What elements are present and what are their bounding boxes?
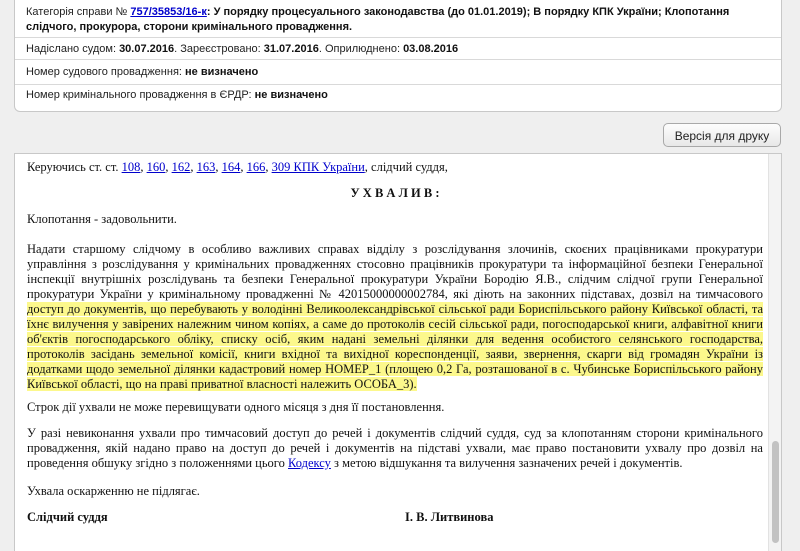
scrollbar-thumb[interactable]	[772, 441, 779, 543]
guided-by-line: Керуючись ст. ст. 108, 160, 162, 163, 164, 166, 309 КПК України, слідчий суддя,	[27, 160, 448, 174]
grant-paragraph: Надати старшому слідчому в особливо важливих справах відділу з розслідування злочинів, скоєних працівниками прокуратури управління з розслідування у кримінальних провадженнях стосовно працівників прокуратури та інформаційної безпеки Генеральної інспекції внутрішніх розслідувань та безпеки Генеральної прокуратури України Бородію Я.В., слідчим слідчої групи Генеральної прокуратури України у кримінальному провадженні № 42015000000002784, які діють на законних підставах, дозвіл на тимчасового доступ до документів, що перебувають у володінні Великоолександрівської сільської ради Бориспільського району Київської області, та їхнє вилучення у завірених належним чином копіях, а саме до протоколів сесій сільської ради, погосподарської книги, алфавітної книги об'єктів погосподарського обліку, списку осіб, яким надані земельні ділянки для ведення особистого селянського господарства, протоколів засідань земельної комісії, книги вхідної та вихідної кореспонденції, заяви, звернення, скарги від громадян України із додатками щодо земельної ділянки кадастровий номер НОМЕР_1 (площею 0,2 Га, розташованої в с. Чубинське Бориспільського району Київської області, що на праві приватної власності належить ОСОБА_3).	[27, 242, 763, 391]
code-link[interactable]: Кодексу	[288, 456, 331, 470]
court-proceeding-value: не визначено	[185, 66, 259, 78]
sent-date: 30.07.2016	[119, 43, 175, 55]
decided-heading: У Х В А Л И В :	[350, 186, 440, 200]
article-link-163[interactable]: 163	[196, 160, 216, 174]
article-link-166[interactable]: 166	[246, 160, 266, 174]
dates-row: Надіслано судом: 30.07.2016. Зареєстровано: 31.07.2016. Оприлюднено: 03.08.2016	[15, 38, 781, 60]
decision-document	[14, 153, 782, 551]
registered-date: 31.07.2016	[263, 43, 319, 55]
published-date: 03.08.2016	[403, 43, 459, 55]
highlighted-text: доступ до документів, що перебувають у володінні Великоолександрівської сільської ради Бориспільського району Київської області, та їхнє вилучення у завірених належним чином копіях, а саме до протоколів сесій сільської ради, погосподарської книги, алфавітної книги об'єктів погосподарського обліку, списку осіб, яким надані земельні ділянки для ведення особистого селянського господарства, протоколів засідань земельної комісії, книги вхідної та вихідної кореспонденції, заяви, звернення, скарги від громадян України із додатками щодо земельної ділянки кадастровий номер НОМЕР_1 (площею 0,2 Га, розташованої в с. Чубинське Бориспільського району Київської області, що на праві приватної власності належить ОСОБА_3).	[27, 302, 763, 391]
article-link-160[interactable]: 160	[146, 160, 166, 174]
failure-paragraph: У разі невиконання ухвали про тимчасовий доступ до речей і документів слідчий суддя, суд за клопотанням сторони кримінального провадження, якій надано право на доступ до речей і документів на підставі ухвали, має право постановити ухвалу про дозвіл на проведення обшуку згідно з положеннями цього Кодексу з метою відшукання та вилучення зазначених речей і документів.	[27, 426, 763, 470]
validity-text: Строк дії ухвали не може перевищувати одного місяця з дня її постановлення.	[27, 400, 445, 414]
case-category-row	[15, 0, 781, 38]
vertical-scrollbar[interactable]	[768, 154, 781, 551]
article-link-162[interactable]: 162	[171, 160, 191, 174]
article-link-108[interactable]: 108	[121, 160, 141, 174]
case-info-panel	[14, 0, 782, 112]
judge-name: І. В. Литвинова	[405, 510, 494, 524]
court-proceeding-row: Номер судового провадження: не визначено	[15, 60, 781, 85]
signature-line	[27, 510, 763, 525]
motion-granted-text: Клопотання - задовольнити.	[27, 212, 177, 226]
criminal-proceeding-value: не визначено	[254, 89, 328, 101]
case-number-link[interactable]: 757/35853/16-к	[130, 6, 207, 18]
category-label: Категорія справи №	[26, 6, 131, 18]
article-link-309[interactable]: 309 КПК України	[271, 160, 365, 174]
criminal-proceeding-row: Номер кримінального провадження в ЄРДР: не визначено	[26, 89, 328, 101]
category-text: : У порядку процесуального законодавства (до 01.01.2019); В порядку КПК України; Клопотання слідчого, прокурора, сторони кримінального провадження.	[26, 6, 730, 33]
article-link-164[interactable]: 164	[221, 160, 241, 174]
print-version-button[interactable]: Версія для друку	[663, 123, 781, 147]
judge-title: Слідчий суддя	[27, 510, 108, 524]
not-appealable-text: Ухвала оскарженню не підлягає.	[27, 484, 200, 498]
